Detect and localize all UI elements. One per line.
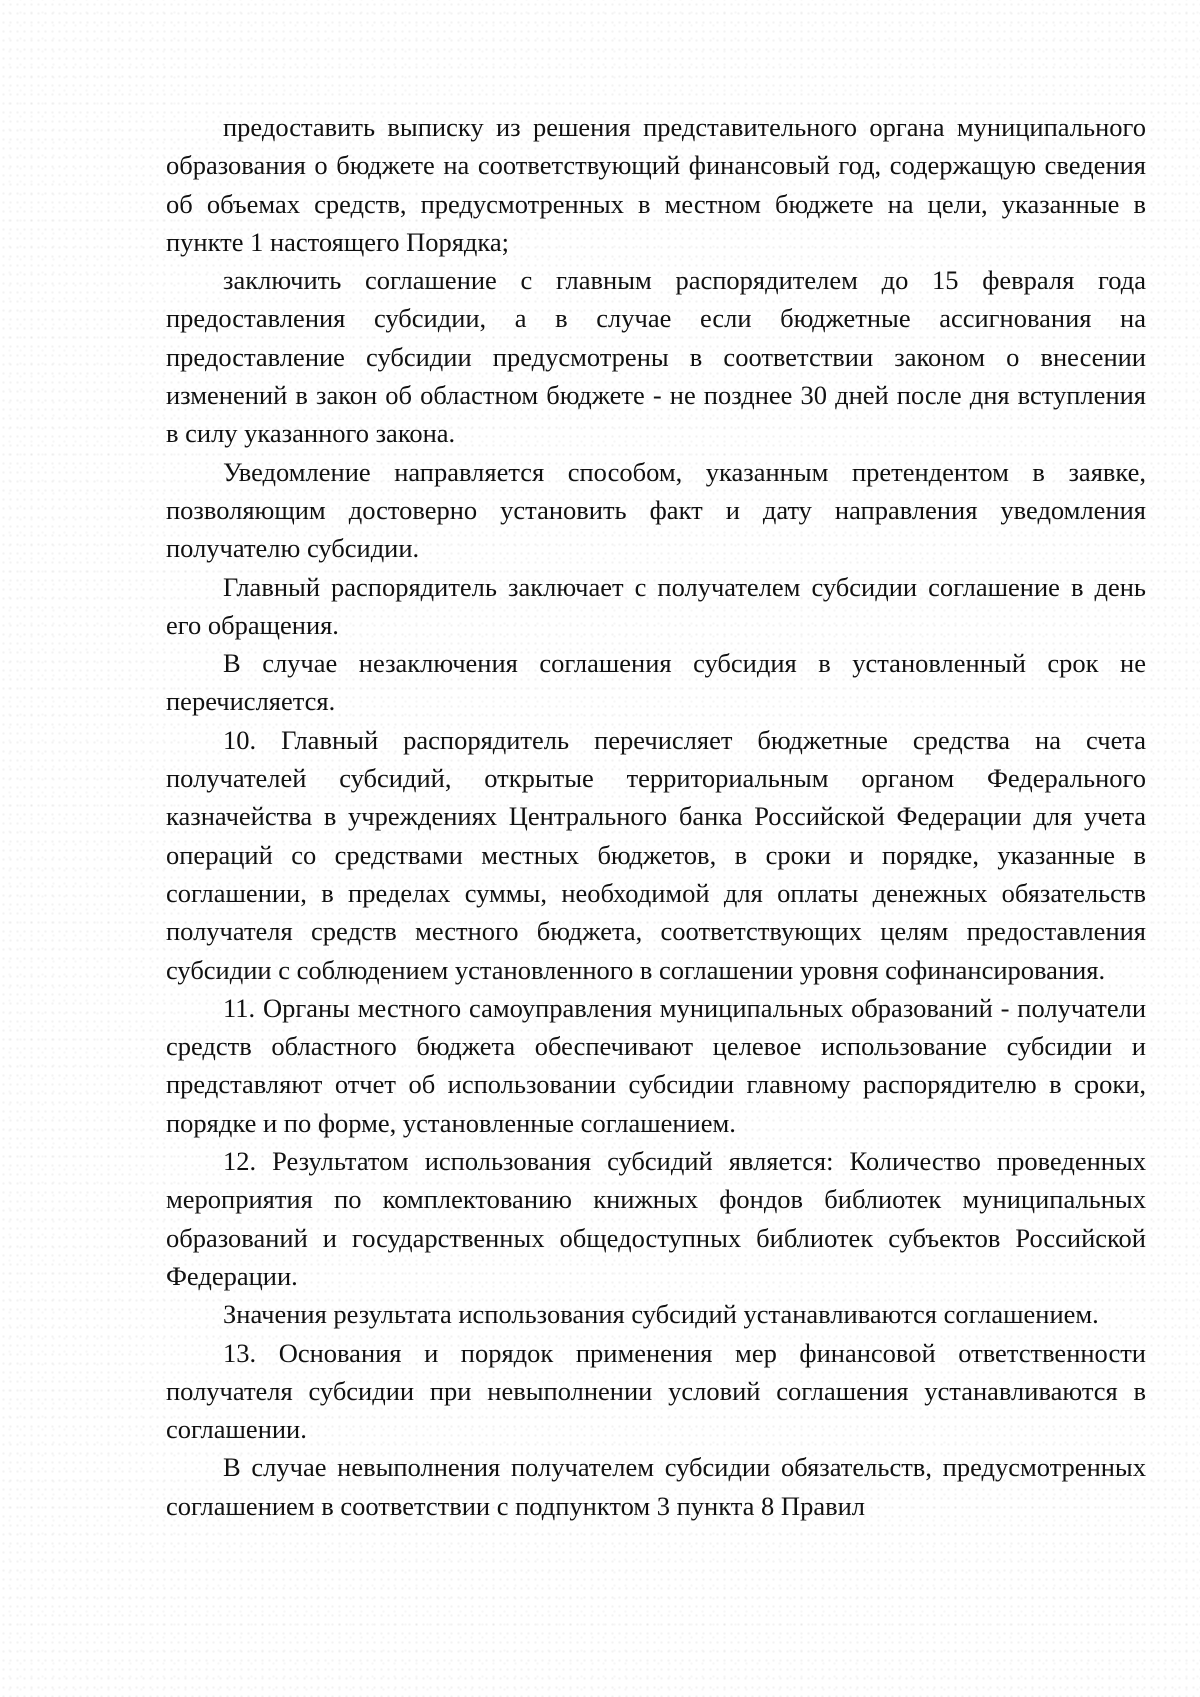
paragraph-extract-submission: предоставить выписку из решения представительного органа муниципального образования о бюджете на соответствующий финансовый год, содержащую сведения об объемах средств, предусмотренных в местном бюджете на цели, указанные в пункте 1 настоящего Порядка; xyxy=(166,112,1146,257)
document-body xyxy=(166,108,1146,1525)
paragraph-result-values: Значения результата использования субсидий устанавливаются соглашением. xyxy=(223,1299,1099,1330)
paragraph-notification: Уведомление направляется способом, указанным претендентом в заявке, позволяющим достоверно установить факт и дату направления уведомления получателю субсидии. xyxy=(166,456,1146,564)
paragraph-item-11: 11. Органы местного самоуправления муниципальных образований - получатели средств областного бюджета обеспечивают целевое использование субсидии и представляют отчет об использовании субсидии главному распорядителю в сроки, порядке и по форме, установленные соглашением. xyxy=(166,992,1146,1138)
paragraph-item-13: 13. Основания и порядок применения мер финансовой ответственности получателя субсидии при невыполнении условий соглашения устанавливаются в соглашении. xyxy=(166,1337,1146,1445)
paragraph-non-conclusion: В случае незаключения соглашения субсидия в установленный срок не перечисляется. xyxy=(166,648,1146,717)
paragraph-agreement-day: Главный распорядитель заключает с получателем субсидии соглашение в день его обращения. xyxy=(166,571,1146,640)
paragraph-item-10: 10. Главный распорядитель перечисляет бюджетные средства на счета получателей субсидий, открытые территориальным органом Федерального казначейства в учреждениях Центрального банка Российской Федерации для учета операций со средствами местных бюджетов, в сроки и порядке, указанные в соглашении, в пределах суммы, необходимой для оплаты денежных обязательств получателя средств местного бюджета, соответствующих целям предоставления субсидии с соблюдением установленного в соглашении уровня софинансирования. xyxy=(166,724,1146,985)
paragraph-non-fulfillment: В случае невыполнения получателем субсидии обязательств, предусмотренных соглашением в соответствии с подпунктом 3 пункта 8 Правил xyxy=(166,1452,1146,1521)
paragraph-item-12: 12. Результатом использования субсидий является: Количество проведенных мероприятия по комплектованию книжных фондов библиотек муниципальных образований и государственных общедоступных библиотек субъектов Российской Федерации. xyxy=(166,1146,1146,1291)
paragraph-agreement-conclusion: заключить соглашение с главным распорядителем до 15 февраля года предоставления субсидии, а в случае если бюджетные ассигнования на предоставление субсидии предусмотрены в соответствии законом о внесении изменений в закон об областном бюджете - не позднее 30 дней после дня вступления в силу указанного закона. xyxy=(166,265,1146,449)
